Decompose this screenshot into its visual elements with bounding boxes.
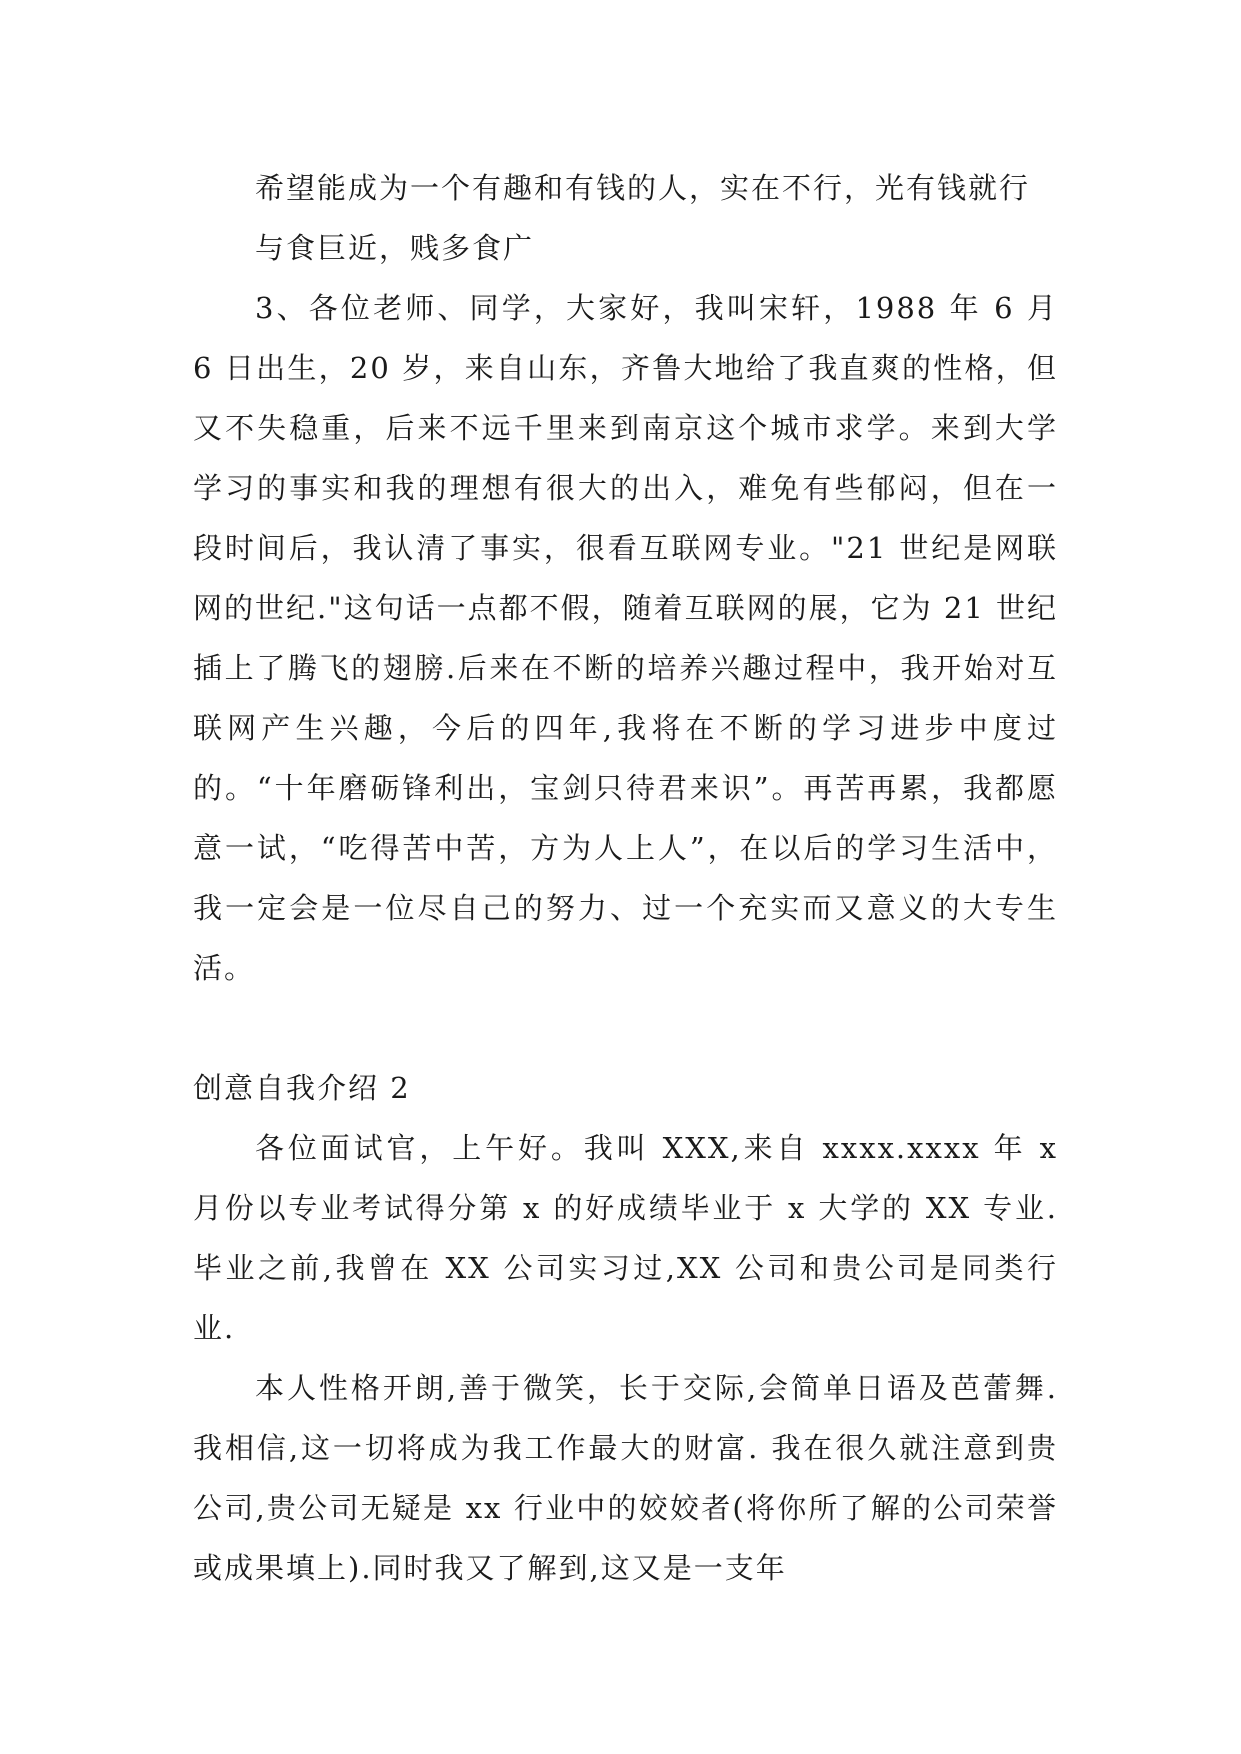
- paragraph-personality: 本人性格开朗,善于微笑，长于交际,会简单日语及芭蕾舞.我相信,这一切将成为我工作最大的财富. 我在很久就注意到贵公司,贵公司无疑是 xx 行业中的姣姣者(将你所了解的公司荣誉或成果填上).同时我又了解到,这又是一支年: [193, 1371, 1058, 1585]
- paragraph-wish: 希望能成为一个有趣和有钱的人，实在不行，光有钱就行: [255, 171, 1031, 205]
- paragraph-interview-greeting: 各位面试官，上午好。我叫 XXX,来自 xxxx.xxxx 年 x 月份以专业考试得分第 x 的好成绩毕业于 x 大学的 XX 专业.毕业之前,我曾在 XX 公司实习过,XX 公司和贵公司是同类行业.: [193, 1131, 1058, 1345]
- section-heading: 创意自我介绍 2: [193, 1071, 411, 1105]
- paragraph-proverb: 与食巨近，贱多食广: [255, 231, 535, 265]
- document-page: [193, 158, 1058, 1598]
- paragraph-self-intro-3: 3、各位老师、同学，大家好，我叫宋轩，1988 年 6 月 6 日出生，20 岁，来自山东，齐鲁大地给了我直爽的性格，但又不失稳重，后来不远千里来到南京这个城市求学。来到大学学习的事实和我的理想有很大的出入，难免有些郁闷，但在一段时间后，我认清了事实，很看互联网专业。"21 世纪是网联网的世纪."这句话一点都不假，随着互联网的展，它为 21 世纪插上了腾飞的翅膀.后来在不断的培养兴趣过程中，我开始对互联网产生兴趣，今后的四年,我将在不断的学习进步中度过的。“十年磨砺锋利出，宝剑只待君来识”。再苦再累，我都愿意一试，“吃得苦中苦，方为人上人”，在以后的学习生活中，我一定会是一位尽自己的努力、过一个充实而又意义的大专生活。: [193, 291, 1058, 985]
